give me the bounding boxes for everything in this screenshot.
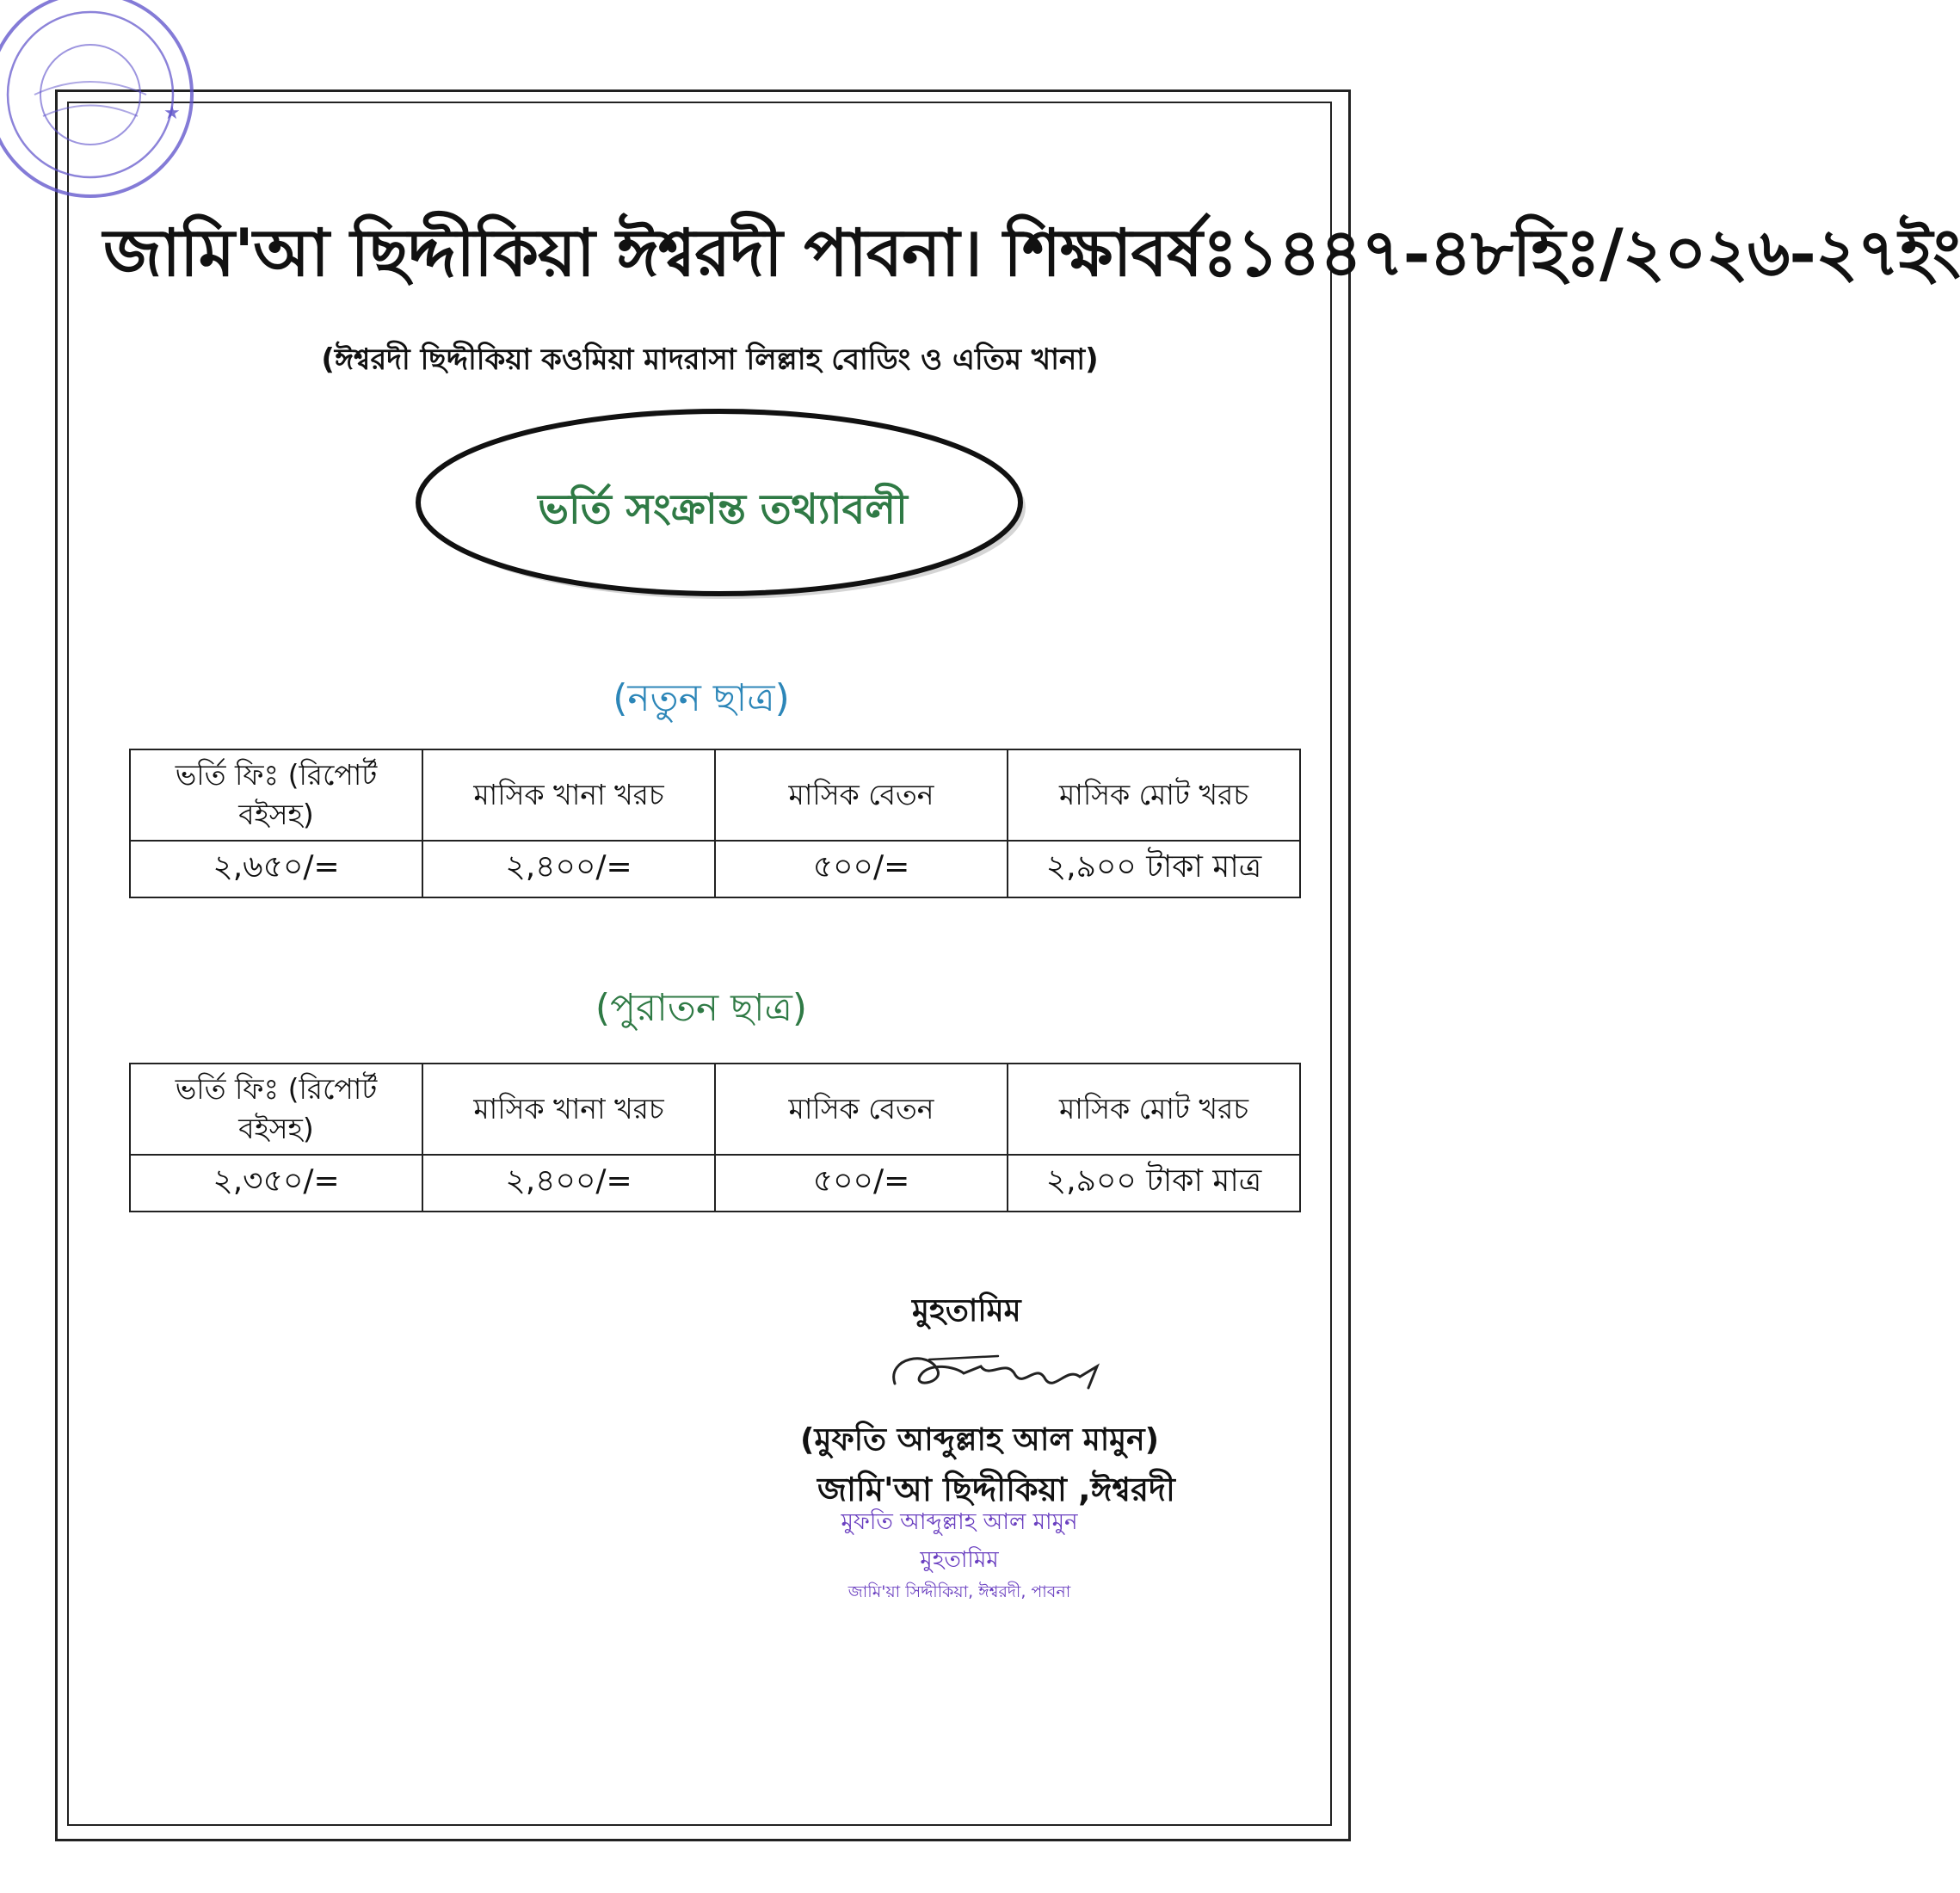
- table-row: [130, 841, 1300, 897]
- page-subtitle: (ঈশ্বরদী ছিদ্দীকিয়া কওমিয়া মাদরাসা লিল্লাহ বোডিং ও এতিম খানা): [321, 342, 1099, 377]
- header-monthly-food: মাসিক খানা খরচ: [422, 749, 715, 841]
- seal-role: মুহতামিম: [920, 1547, 999, 1573]
- old-students-table: [129, 1063, 1301, 1212]
- seal-name: মুফতি আব্দুল্লাহ আল মামুন: [841, 1509, 1078, 1535]
- header-monthly-tuition: মাসিক বেতন: [715, 749, 1008, 841]
- round-stamp: [0, 0, 215, 224]
- signatory-role: মুহতামিম: [912, 1293, 1021, 1329]
- name-seal: [817, 1504, 1101, 1607]
- value-monthly-food: ২,৪০০/=: [422, 1155, 715, 1212]
- seal-institution: জামি'য়া সিদ্দীকিয়া, ঈশ্বরদী, পাবনা: [847, 1582, 1071, 1601]
- new-students-table: [129, 749, 1301, 898]
- old-students-title: (পুরাতন ছাত্র): [595, 986, 808, 1030]
- value-admission-fee: ২,৩৫০/=: [130, 1155, 422, 1212]
- value-admission-fee: ২,৬৫০/=: [130, 841, 422, 897]
- table-header-row: [130, 1064, 1300, 1155]
- signatory-name: (মুফতি আব্দুল্লাহ আল মামুন): [800, 1422, 1160, 1458]
- signatory-institution: জামি'আ ছিদ্দীকিয়া ,ঈশ্বরদী: [817, 1471, 1175, 1508]
- banner-text: ভর্তি সংক্রান্ত তথ্যাবলী: [538, 485, 908, 533]
- value-monthly-total: ২,৯০০ টাকা মাত্র: [1008, 841, 1300, 897]
- new-students-title: (নতুন ছাত্র): [613, 676, 790, 720]
- table-header-row: [130, 749, 1300, 841]
- svg-text:★: ★: [163, 102, 181, 124]
- header-monthly-food: মাসিক খানা খরচ: [422, 1064, 715, 1155]
- table-row: [130, 1155, 1300, 1212]
- handwritten-signature: [878, 1341, 1119, 1409]
- header-monthly-total: মাসিক মোট খরচ: [1008, 1064, 1300, 1155]
- page-title: জামি'আ ছিদ্দীকিয়া ঈশ্বরদী পাবনা। শিক্ষাবর্ষঃ১৪৪৭-৪৮হিঃ/২০২৬-২৭ইং: [103, 214, 1960, 291]
- header-admission-fee: ভর্তি ফিঃ (রিপোর্ট বইসহ): [130, 1064, 422, 1155]
- value-monthly-total: ২,৯০০ টাকা মাত্র: [1008, 1155, 1300, 1212]
- value-monthly-tuition: ৫০০/=: [715, 1155, 1008, 1212]
- header-admission-fee: ভর্তি ফিঃ (রিপোর্ট বইসহ): [130, 749, 422, 841]
- value-monthly-food: ২,৪০০/=: [422, 841, 715, 897]
- value-monthly-tuition: ৫০০/=: [715, 841, 1008, 897]
- header-monthly-total: মাসিক মোট খরচ: [1008, 749, 1300, 841]
- header-monthly-tuition: মাসিক বেতন: [715, 1064, 1008, 1155]
